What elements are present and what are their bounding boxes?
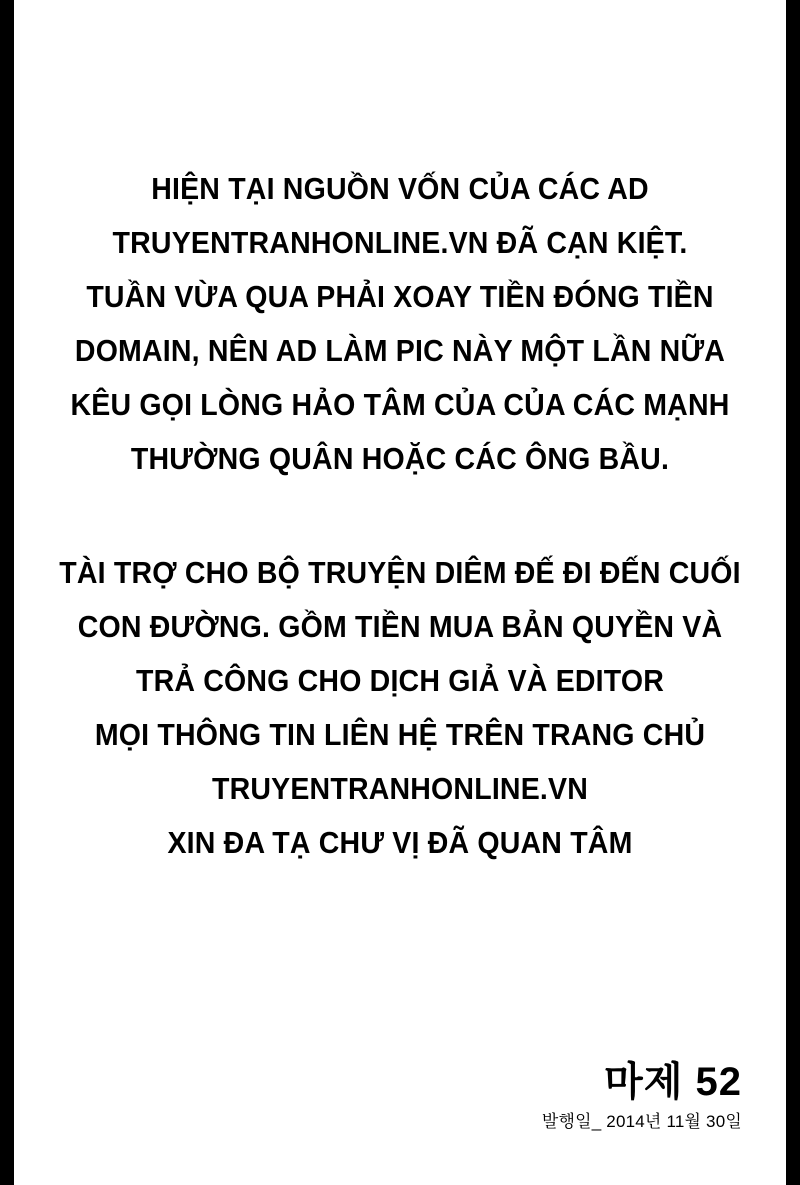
- announcement-line: KÊU GỌI LÒNG HẢO TÂM CỦA CỦA CÁC MẠNH: [70, 387, 730, 422]
- announcement-line: XIN ĐA TẠ CHƯ VỊ ĐÃ QUAN TÂM: [167, 825, 633, 860]
- announcement-line: MỌI THÔNG TIN LIÊN HỆ TRÊN TRANG CHỦ: [94, 717, 706, 752]
- announcement-line: TRẢ CÔNG CHO DỊCH GIẢ VÀ EDITOR: [135, 663, 665, 698]
- publication-footer: [542, 1059, 742, 1133]
- announcement-line: HIỆN TẠI NGUỒN VỐN CỦA CÁC AD: [151, 171, 649, 206]
- announcement-paragraph-2: [14, 546, 786, 870]
- announcement-paragraph-1: [14, 162, 786, 486]
- announcement-text: [14, 162, 786, 870]
- announcement-line: TRUYENTRANHONLINE.VN ĐÃ CẠN KIỆT.: [112, 225, 688, 260]
- series-title: 마제 52: [604, 1060, 742, 1104]
- announcement-line: TRUYENTRANHONLINE.VN: [211, 771, 589, 806]
- announcement-line: CON ĐƯỜNG. GỒM TIỀN MUA BẢN QUYỀN VÀ: [77, 609, 723, 644]
- comic-page: [14, 0, 786, 1185]
- announcement-line: DOMAIN, NÊN AD LÀM PIC NÀY MỘT LẦN NỮA: [74, 333, 726, 368]
- left-black-bar: [0, 0, 14, 1185]
- announcement-line: TUẦN VỪA QUA PHẢI XOAY TIỀN ĐÓNG TIỀN: [86, 279, 714, 314]
- right-black-bar: [786, 0, 800, 1185]
- announcement-line: TÀI TRỢ CHO BỘ TRUYỆN DIÊM ĐẾ ĐI ĐẾN CUỐI: [59, 555, 741, 590]
- publication-date: 발행일_ 2014년 11월 30일: [541, 1112, 742, 1131]
- announcement-line: THƯỜNG QUÂN HOẶC CÁC ÔNG BẦU.: [130, 441, 670, 476]
